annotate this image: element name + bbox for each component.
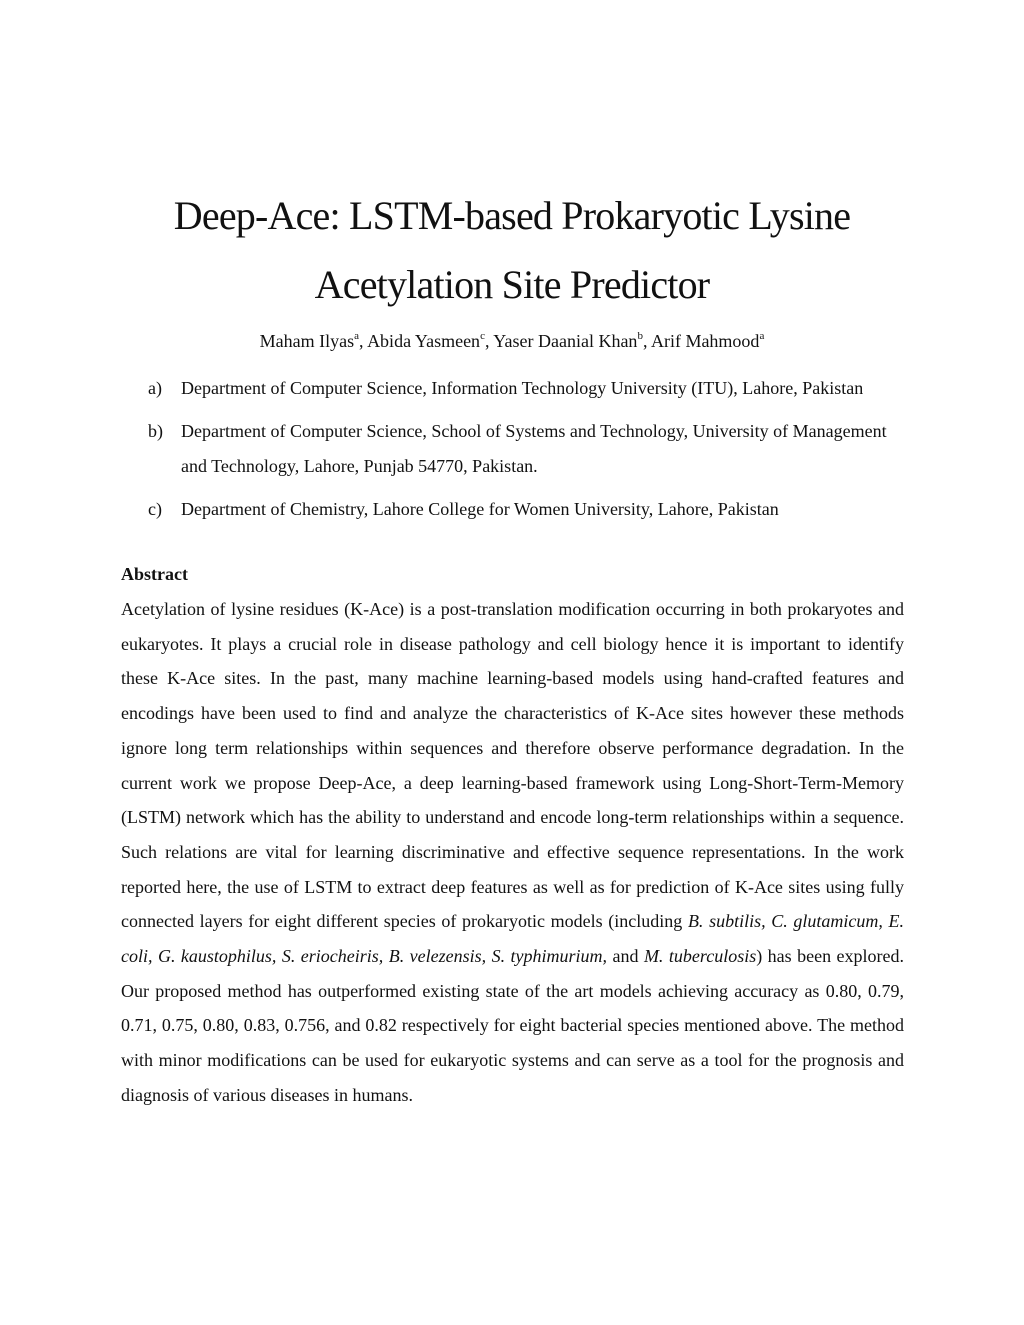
affiliation-text: Department of Chemistry, Lahore College for Women University, Lahore, Pakistan (181, 499, 779, 519)
affiliation-marker: b) (148, 421, 163, 441)
species-list: B. subtilis, C. glutamicum, E. coli, G. kaustophilus, S. eriocheiris, B. velezensis, S. typhimurium, (121, 911, 905, 967)
affiliation-marker: a) (148, 378, 162, 398)
author-name: Arif Mahmood (650, 331, 760, 351)
abstract-body (121, 592, 904, 1113)
abstract-heading: Abstract (121, 564, 188, 584)
author-affil-marker: a (759, 330, 765, 342)
author-affil-marker: b (637, 330, 643, 342)
author-affil-marker: a (354, 330, 360, 342)
author-name: Abida Yasmeen (367, 331, 481, 351)
author-name: Yaser Daanial Khan (493, 331, 638, 351)
affiliation-text: Department of Computer Science, Information Technology University (ITU), Lahore, Pakistan (181, 378, 864, 398)
affiliation-marker: c) (148, 499, 162, 519)
species-last: M. tuberculosis (643, 946, 757, 967)
affiliation-item (148, 414, 888, 484)
abstract-text-part-2: ) has been explored. Our proposed method has outperformed existing state of the art models achieving accuracy as 0.80, 0.79, 0.71, 0.75, 0.80, 0.83, 0.756, and 0.82 respectively for eight bacterial species mentioned above. The method with minor modifications can be used for eukaryotic systems and can serve as a tool for the prognosis and diagnosis of various diseases in humans. (121, 946, 905, 1105)
abstract-text-part-1: Acetylation of lysine residues (K-Ace) is a post-translation modification occurring in both prokaryotes and eukaryotes. It plays a crucial role in disease pathology and cell biology hence it is important to identify these K-Ace sites. In the past, many machine learning-based models using hand-crafted features and encodings have been used to find and analyze the characteristics of K-Ace sites however these methods ignore long term relationships within sequences and therefore observe performance degradation. In the current work we propose Deep-Ace, a deep learning-based framework using Long-Short-Term-Memory (LSTM) network which has the ability to understand and encode long-term relationships within a sequence. Such relations are vital for learning discriminative and effective sequence representations. In the work reported here, the use of LSTM to extract deep features as well as for prediction of K-Ace sites using fully connected layers for eight different species of prokaryotic models (including (121, 599, 904, 932)
author-list: Maham Ilyas$^a$, Abida Yasmeen$^c$, Yaser Daanial Khan$^b$, Arif Mahmood$^a$ (259, 330, 765, 351)
abstract-and: and (612, 946, 639, 967)
paper-title-line-2: Acetylation Site Predictor (314, 262, 710, 307)
author-name: Maham Ilyas (259, 331, 355, 351)
affiliation-item (148, 492, 888, 527)
affiliation-item (148, 371, 888, 406)
affiliation-list (148, 371, 888, 535)
author-affil-marker: c (480, 330, 485, 342)
paper-title-line-1: Deep-Ace: LSTM-based Prokaryotic Lysine (173, 193, 851, 238)
affiliation-text: Department of Computer Science, School of Systems and Technology, University of Management and Technology, Lahore, Punjab 54770, Pakistan. (181, 421, 887, 476)
